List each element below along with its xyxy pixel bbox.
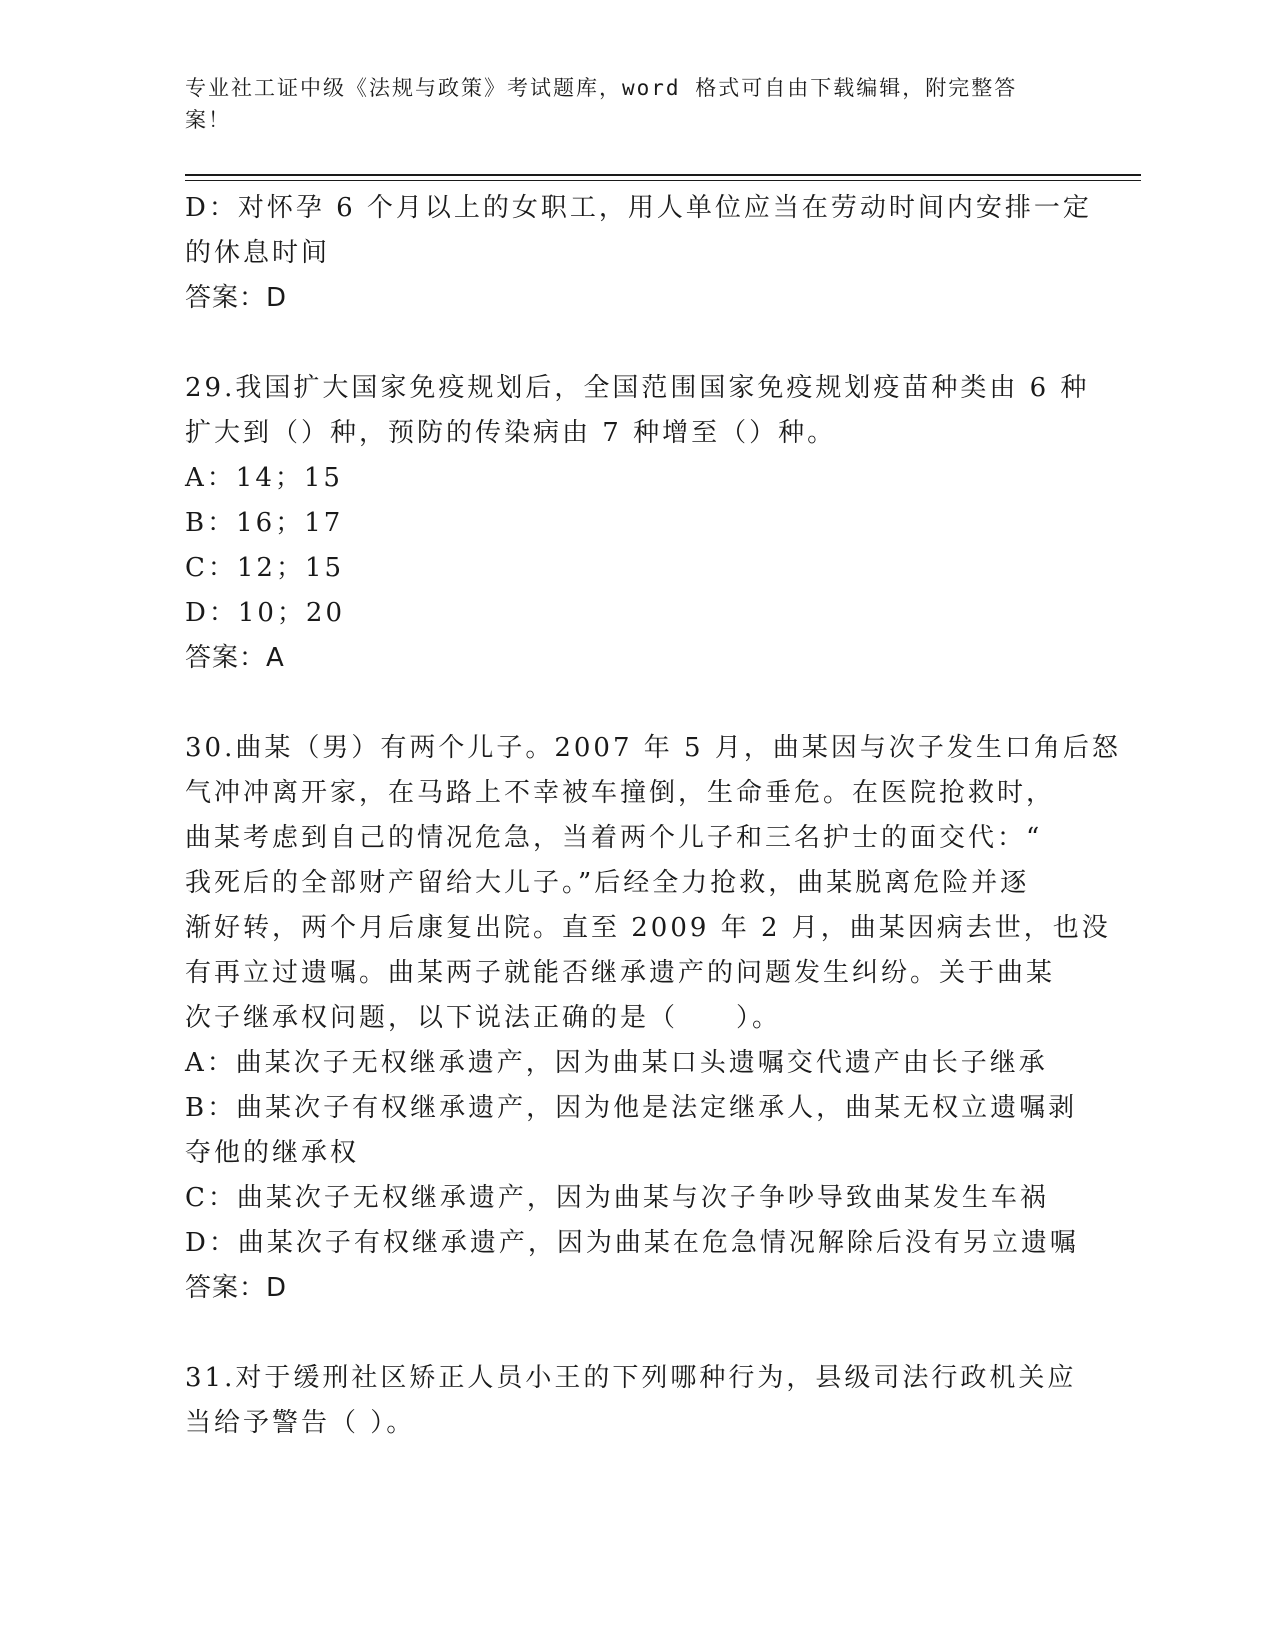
spacer [185, 1311, 1065, 1356]
option-d: D：10；20 [185, 598, 346, 628]
question-stem-line-1: 31.对于缓刑社区矫正人员小王的下列哪种行为，县级司法行政机关应 [185, 1363, 1077, 1393]
document-body [185, 186, 1121, 1446]
answer: 答案：D [185, 1273, 288, 1303]
option-b-line-2: 夺他的继承权 [185, 1138, 360, 1168]
question-stem-line-7: 次子继承权问题，以下说法正确的是（ ）。 [185, 1003, 782, 1033]
option-a: A：曲某次子无权继承遗产，因为曲某口头遗嘱交代遗产由长子继承 [185, 1048, 1048, 1078]
question-stem-line-5: 渐好转，两个月后康复出院。直至 2009 年 2 月，曲某因病去世，也没 [185, 913, 1111, 943]
question-stem-line-4: 我死后的全部财产留给大儿子。”后经全力抢救，曲某脱离危险并逐 [185, 868, 1030, 898]
option-c: C：曲某次子无权继承遗产，因为曲某与次子争吵导致曲某发生车祸 [185, 1183, 1049, 1213]
question-stem-line-2: 气冲冲离开家，在马路上不幸被车撞倒，生命垂危。在医院抢救时， [185, 778, 1056, 808]
question-stem-line-2: 当给予警告（ ）。 [185, 1408, 416, 1438]
header-line-1: 专业社工证中级《法规与政策》考试题库，word 格式可自由下载编辑，附完整答 [185, 76, 1018, 100]
option-c: C：12；15 [185, 553, 345, 583]
question-stem-line-1: 30.曲某（男）有两个儿子。2007 年 5 月，曲某因与次子发生口角后怒 [185, 733, 1121, 763]
option-d-line-1: D：对怀孕 6 个月以上的女职工，用人单位应当在劳动时间内安排一定 [185, 193, 1092, 223]
question-stem-line-3: 曲某考虑到自己的情况危急，当着两个儿子和三名护士的面交代：“ [185, 823, 1043, 853]
answer: 答案：A [185, 643, 285, 673]
spacer [185, 321, 1065, 366]
spacer [185, 681, 1065, 726]
question-stem-line-2: 扩大到（）种，预防的传染病由 7 种增至（）种。 [185, 418, 837, 448]
question-stem-line-1: 29.我国扩大国家免疫规划后，全国范围国家免疫规划疫苗种类由 6 种 [185, 373, 1090, 403]
answer: 答案：D [185, 283, 288, 313]
question-stem-line-6: 有再立过遗嘱。曲某两子就能否继承遗产的问题发生纠纷。关于曲某 [185, 958, 1056, 988]
option-d: D：曲某次子有权继承遗产，因为曲某在危急情况解除后没有另立遗嘱 [185, 1228, 1079, 1258]
option-b: B：16；17 [185, 508, 344, 538]
header-divider-thin [185, 180, 1141, 181]
question-28-tail [185, 186, 1092, 321]
option-d-line-2: 的休息时间 [185, 238, 331, 268]
option-a: A：14；15 [185, 463, 343, 493]
question-30 [185, 726, 1121, 1311]
option-b-line-1: B：曲某次子有权继承遗产，因为他是法定继承人，曲某无权立遗嘱剥 [185, 1093, 1078, 1123]
header-line-2: 案！ [185, 108, 231, 132]
question-31 [185, 1356, 1077, 1446]
page-header [185, 72, 1065, 136]
header-divider-thick [185, 174, 1141, 176]
question-29 [185, 366, 1090, 681]
